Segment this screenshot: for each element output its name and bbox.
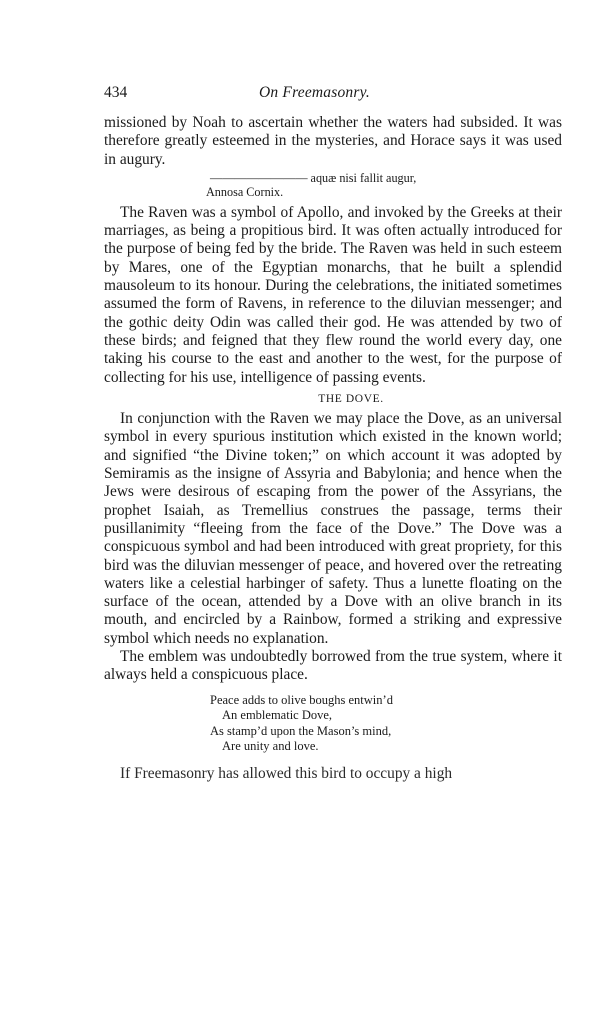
page-number: 434 — [104, 84, 128, 101]
paragraph-ravens-augury: missioned by Noah to ascertain whether the waters had subsided. It was therefore greatly esteemed in the mysteries, and Horace says it was used in augury. — [104, 114, 562, 168]
paragraph-emblem: The emblem was undoubtedly borrowed from the true system, where it always held a conspicuous place. — [104, 648, 562, 684]
latin-quotation — [104, 171, 562, 200]
book-page — [104, 84, 562, 783]
section-heading: THE DOVE. — [318, 392, 384, 405]
quotation-line: ———————— aquæ nisi fallit augur, — [210, 170, 417, 185]
paragraph-raven-symbol: The Raven was a symbol of Apollo, and invoked by the Greeks at their marriages, as being a propitious bird. It was often actually introduced for the purpose of being fed by the bride. The Raven was held in such esteem by Mares, one of the Egyptian monarchs, that he built a splendid mausoleum to its honour. During the celebrations, the initiated sometimes assumed the form of Ravens, in reference to the diluvian messenger; and the gothic deity Odin was called their god. He was attended by two of these birds; and feigned that they flew round the world every day, one taking his course to the east and another to the west, for the purpose of collecting for his use, intelligence of passing events. — [104, 203, 562, 386]
verse-line: As stamp’d upon the Mason’s mind, — [210, 723, 392, 738]
verse-block — [104, 693, 562, 755]
running-title: On Freemasonry. — [259, 84, 370, 101]
quotation-source: Annosa Cornix. — [206, 185, 284, 200]
page-header — [104, 84, 562, 106]
paragraph-dove-symbol: In conjunction with the Raven we may place the Dove, as an universal symbol in every spurious institution which existed in the known world; and signified “the Divine token;” on which account it was adopted by Semiramis as the insigne of Assyria and Babylonia; and hence when the Jews were desirous of escaping from the power of the Assyrians, the prophet Isaiah, as Tremellius construes the passage, terms their pusillanimity “fleeing from the face of the Dove.” The Dove was a conspicuous symbol and had been introduced with great propriety, for this bird was the diluvian messenger of peace, and hovered over the retreating waters like a celestial harbinger of safety. Thus a lunette floating on the surface of the ocean, attended by a Dove with an olive branch in its mouth, and encircled by a Rainbow, formed a striking and expressive symbol which needs no explanation. — [104, 410, 562, 647]
verse-line: Are unity and love. — [222, 739, 319, 754]
paragraph-freemasonry-bird: If Freemasonry has allowed this bird to occupy a high — [120, 764, 453, 782]
verse-line: Peace adds to olive boughs entwin’d — [210, 692, 393, 707]
verse-line: An emblematic Dove, — [222, 708, 333, 723]
